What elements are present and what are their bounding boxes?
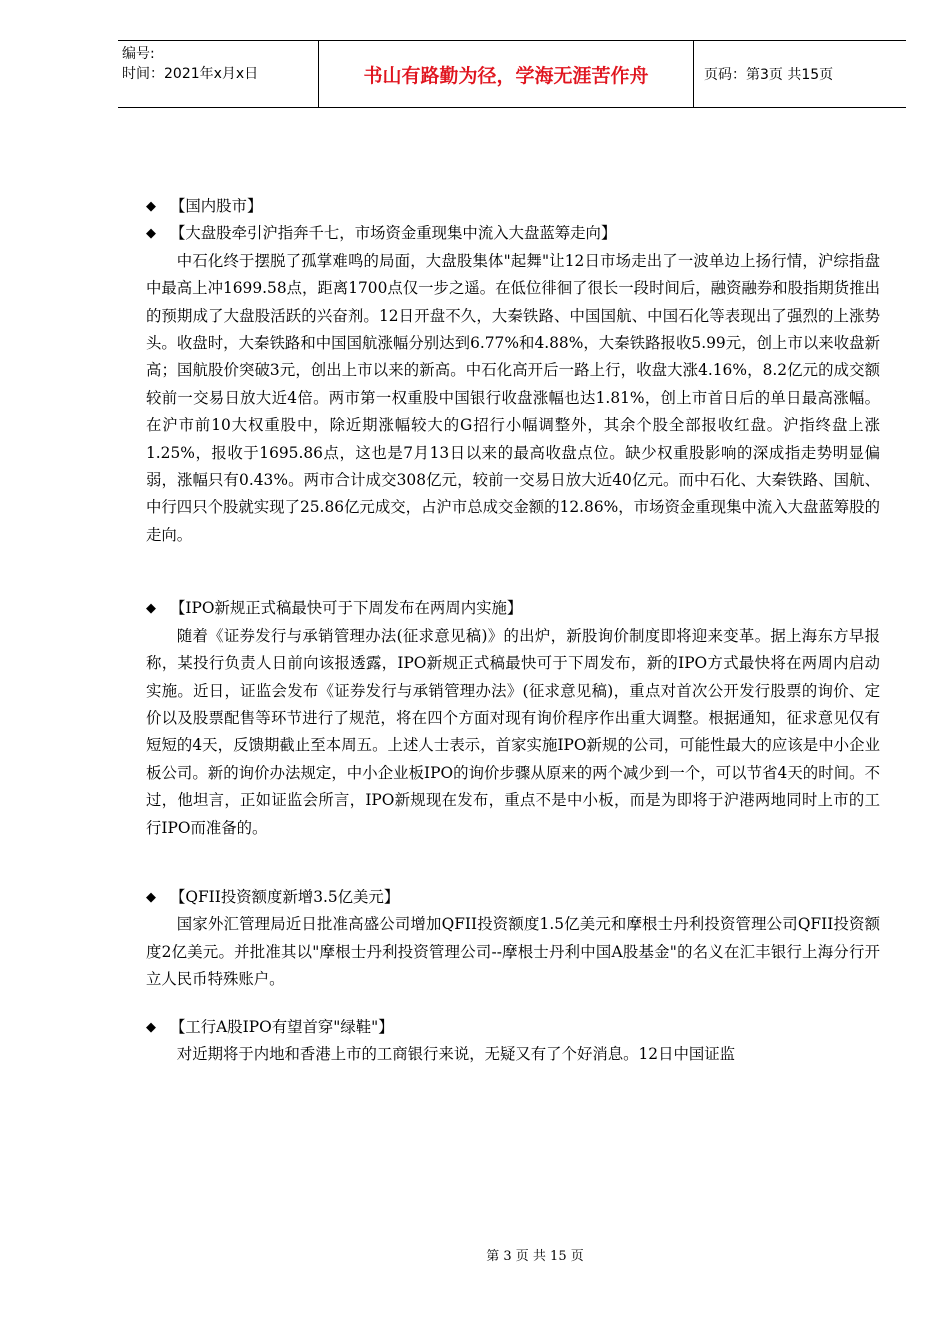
diamond-bullet-icon: ◆: [146, 226, 156, 242]
number-label: 编号:: [122, 46, 155, 62]
section-heading: [146, 220, 880, 247]
header-page-info: 页码：第3页 共15页: [704, 67, 834, 83]
header-meta: [118, 41, 319, 107]
document-body: [146, 193, 880, 1068]
page-header: [118, 40, 906, 108]
heading-text: 【IPO新规正式稿最快可于下周发布在两周内实施】: [170, 599, 523, 618]
diamond-bullet-icon: ◆: [146, 1019, 156, 1035]
paragraph: 随着《证券发行与承销管理办法(征求意见稿)》的出炉，新股询价制度即将迎来变革。据上海东方早报称，某投行负责人日前向该报透露，IPO新规正式稿最快可于下周发布，新的IPO方式最快将在两周内启动实施。近日，证监会发布《证券发行与承销管理办法》(征求意见稿)，重点对首次公开发行股票的询价、定价以及股票配售等环节进行了规范，将在四个方面对现有询价程序作出重大调整。根据通知，征求意见仅有短短的4天，反馈期截止至本周五。上述人士表示，首家实施IPO新规的公司，可能性最大的应该是中小企业板公司。新的询价办法规定，中小企业板IPO的询价步骤从原来的两个减少到一个，可以节省4天的时间。不过，他坦言，正如证监会所言，IPO新规现在发布，重点不是中小板，而是为即将于沪港两地同时上市的工行IPO而准备的。: [146, 626, 880, 837]
page-footer: 第 3 页 共 15 页: [486, 1249, 584, 1264]
header-motto: 书山有路勤为径，学海无涯苦作舟: [319, 41, 694, 107]
section-heading: [146, 1014, 880, 1041]
section-heading: [146, 595, 880, 622]
heading-text: 【工行A股IPO有望首穿"绿鞋"】: [170, 1017, 394, 1036]
heading-text: 【国内股市】: [170, 197, 263, 215]
paragraph: 国家外汇管理局近日批准高盛公司增加QFII投资额度1.5亿美元和摩根士丹利投资管理公司QFII投资额度2亿美元。并批准其以"摩根士丹利投资管理公司--摩根士丹利中国A股基金"的名义在汇丰银行上海分行开立人民币特殊账户。: [146, 915, 880, 989]
section-heading: [146, 193, 880, 220]
time-label: 时间：2021年x月x日: [122, 66, 259, 82]
heading-text: 【大盘股牵引沪指奔千七，市场资金重现集中流入大盘蓝筹走向】: [170, 224, 617, 243]
paragraph: 对近期将于内地和香港上市的工商银行来说，无疑又有了个好消息。12日中国证监: [176, 1044, 736, 1063]
paragraph: 中石化终于摆脱了孤掌难鸣的局面，大盘股集体"起舞"让12日市场走出了一波单边上扬行情，沪综指盘中最高上冲1699.58点，距离1700点仅一步之遥。在低位徘徊了很长一段时间后，融资融券和股指期货推出的预期成了大盘股活跃的兴奋剂。12日开盘不久，大秦铁路、中国国航、中国石化等表现出了强烈的上涨势头。收盘时，大秦铁路和中国国航涨幅分别达到6.77%和4.88%，大秦铁路报收5.99元，创上市以来收盘新高；国航股价突破3元，创出上市以来的新高。中石化高开后一路上行，收盘大涨4.16%，8.2亿元的成交额较前一交易日放大近4倍。两市第一权重股中国银行收盘涨幅也达1.81%，创上市首日后的单日最高涨幅。在沪市前10大权重股中，除近期涨幅较大的G招行小幅调整外，其余个股全部报收红盘。沪指终盘上涨1.25%，报收于1695.86点，这也是7月13日以来的最高收盘点位。缺少权重股影响的深成指走势明显偏弱，涨幅只有0.43%。两市合计成交308亿元，较前一交易日放大近40亿元。而中石化、大秦铁路、国航、中行四只个股就实现了25.86亿元成交，占沪市总成交金额的12.86%，市场资金重现集中流入大盘蓝筹股的走向。: [146, 251, 880, 544]
diamond-bullet-icon: ◆: [146, 601, 156, 617]
section-heading: [146, 884, 880, 911]
diamond-bullet-icon: ◆: [146, 199, 156, 214]
diamond-bullet-icon: ◆: [146, 889, 156, 905]
heading-text: 【QFII投资额度新增3.5亿美元】: [170, 887, 400, 906]
